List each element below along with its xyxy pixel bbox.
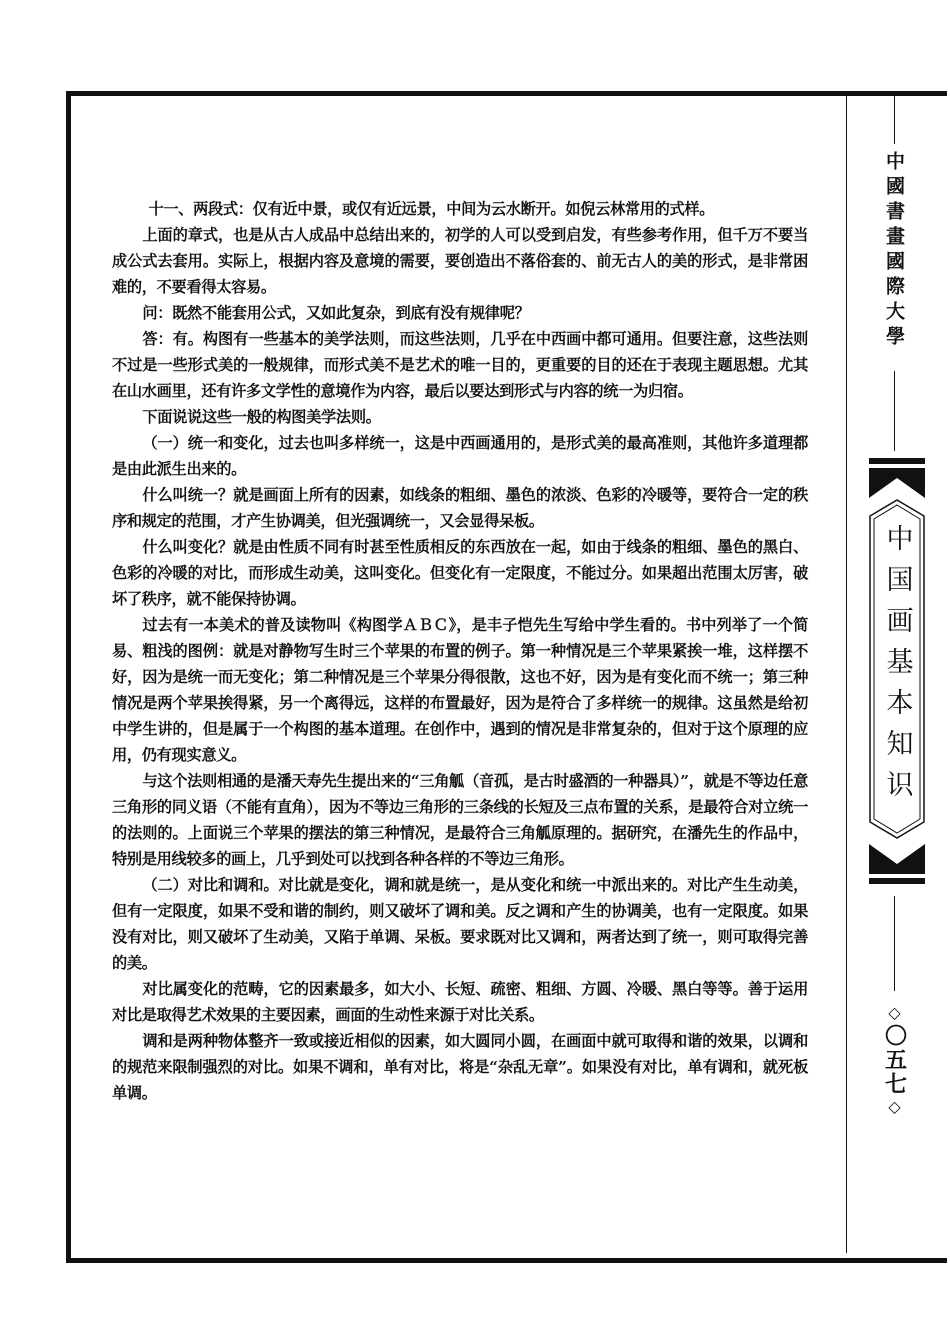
side-rule-upper <box>894 371 895 451</box>
paragraph: 什么叫统一？就是画面上所有的因素，如线条的粗细、墨色的浓淡、色彩的冷暖等，要符合一定的秩序和规定的范围，才产生协调美，但光强调统一，又会显得呆板。 <box>112 486 808 530</box>
page-number: 〇五七 <box>881 1024 908 1096</box>
paragraph: 过去有一本美术的普及读物叫《构图学ＡＢＣ》，是丰子恺先生写给中学生看的。书中列举了一个简易、粗浅的图例：就是对静物写生时三个苹果的布置的例子。第一种情况是三个苹果紧挨一堆，这样摆不好，因为是统一而无变化；第二种情况是三个苹果分得很散，这也不好，因为是有变化而不统一；第三种情况是两个苹果挨得紧，另一个离得远，这样的布置最好，因为是符合了多样统一的规律。这虽然是给初中学生讲的，但是属于一个构图的基本道理。在创作中，遇到的情况是非常复杂的，但对于这个原理的应用，仍有现实意义。 <box>112 616 808 764</box>
university-name: 中國書畫國際大學 <box>883 151 905 351</box>
main-text <box>112 196 808 1106</box>
ornament-bar-top <box>869 458 925 464</box>
paragraph: （二）对比和调和。对比就是变化，调和就是统一，是从变化和统一中派出来的。对比产生生动美，但有一定限度，如果不受和谐的制约，则又破坏了调和美。反之调和产生的协调美，也有一定限度。如果没有对比，则又破坏了生动美，又陷于单调、呆板。要求既对比又调和，两者达到了统一，则可取得完善的美。 <box>112 876 808 972</box>
paragraph: 十一、两段式：仅有近中景，或仅有近远景，中间为云水断开。如倪云林常用的式样。 <box>148 200 715 218</box>
paragraph: 上面的章式，也是从古人成品中总结出来的，初学的人可以受到启发，有些参考作用，但千万不要当成公式去套用。实际上，根据内容及意境的需要，要创造出不落俗套的、前无古人的美的形式，是非常困难的，不要看得太容易。 <box>112 226 808 296</box>
side-rule-top <box>894 96 895 144</box>
paragraph: 对比属变化的范畴，它的因素最多，如大小、长短、疏密、粗细、方圆、冷暖、黑白等等。善于运用对比是取得艺术效果的主要因素，画面的生动性来源于对比关系。 <box>112 980 808 1024</box>
book-title-box <box>868 498 926 840</box>
ornament-bar-bottom <box>869 878 925 884</box>
paragraph: 什么叫变化？就是由性质不同有时甚至性质相反的东西放在一起，如由于线条的粗细、墨色的黑白、色彩的冷暖的对比，而形成生动美，这叫变化。但变化有一定限度，不能过分。如果超出范围太厉害，破坏了秩序，就不能保持协调。 <box>112 538 808 608</box>
diamond-icon: ◇ <box>888 1003 901 1022</box>
paragraph: 下面说说这些一般的构图美学法则。 <box>142 408 381 426</box>
page-number-block <box>880 1004 910 1116</box>
paragraph: 问：既然不能套用公式，又如此复杂，到底有没有规律呢？ <box>142 304 530 322</box>
ornament-cap-bottom <box>869 844 925 874</box>
side-column <box>847 96 942 1253</box>
paragraph: 答：有。构图有一些基本的美学法则，而这些法则，几乎在中西画中都可通用。但要注意，这些法则不过是一些形式美的一般规律，而形式美不是艺术的唯一目的，更重要的目的还在于表现主题思想。尤其在山水画里，还有许多文学性的意境作为内容，最后以要达到形式与内容的统一为归宿。 <box>112 330 808 400</box>
paragraph: 与这个法则相通的是潘天寿先生提出来的“三角觚（音孤，是古时盛酒的一种器具）”，就是不等边任意三角形的同义语（不能有直角），因为不等边三角形的三条线的长短及三点布置的关系，是最符合对立统一的法则的。上面说三个苹果的摆法的第三种情况，是最符合三角觚原理的。据研究，在潘先生的作品中，特别是用线较多的画上，几乎到处可以找到各种各样的不等边三角形。 <box>112 772 808 868</box>
side-rule-lower <box>894 896 895 991</box>
paragraph: 调和是两种物体整齐一致或接近相似的因素，如大圆同小圆，在画面中就可取得和谐的效果，以调和的规范来限制强烈的对比。如果不调和，单有对比，将是“杂乱无章”。如果没有对比，单有调和，就死板单调。 <box>112 1032 808 1102</box>
book-title: 中国画基本知识 <box>881 524 913 811</box>
ornament-cap-top <box>869 468 925 498</box>
paragraph: （一）统一和变化，过去也叫多样统一，这是中西画通用的，是形式美的最高准则，其他许多道理都是由此派生出来的。 <box>112 434 808 478</box>
diamond-icon: ◇ <box>888 1097 901 1116</box>
